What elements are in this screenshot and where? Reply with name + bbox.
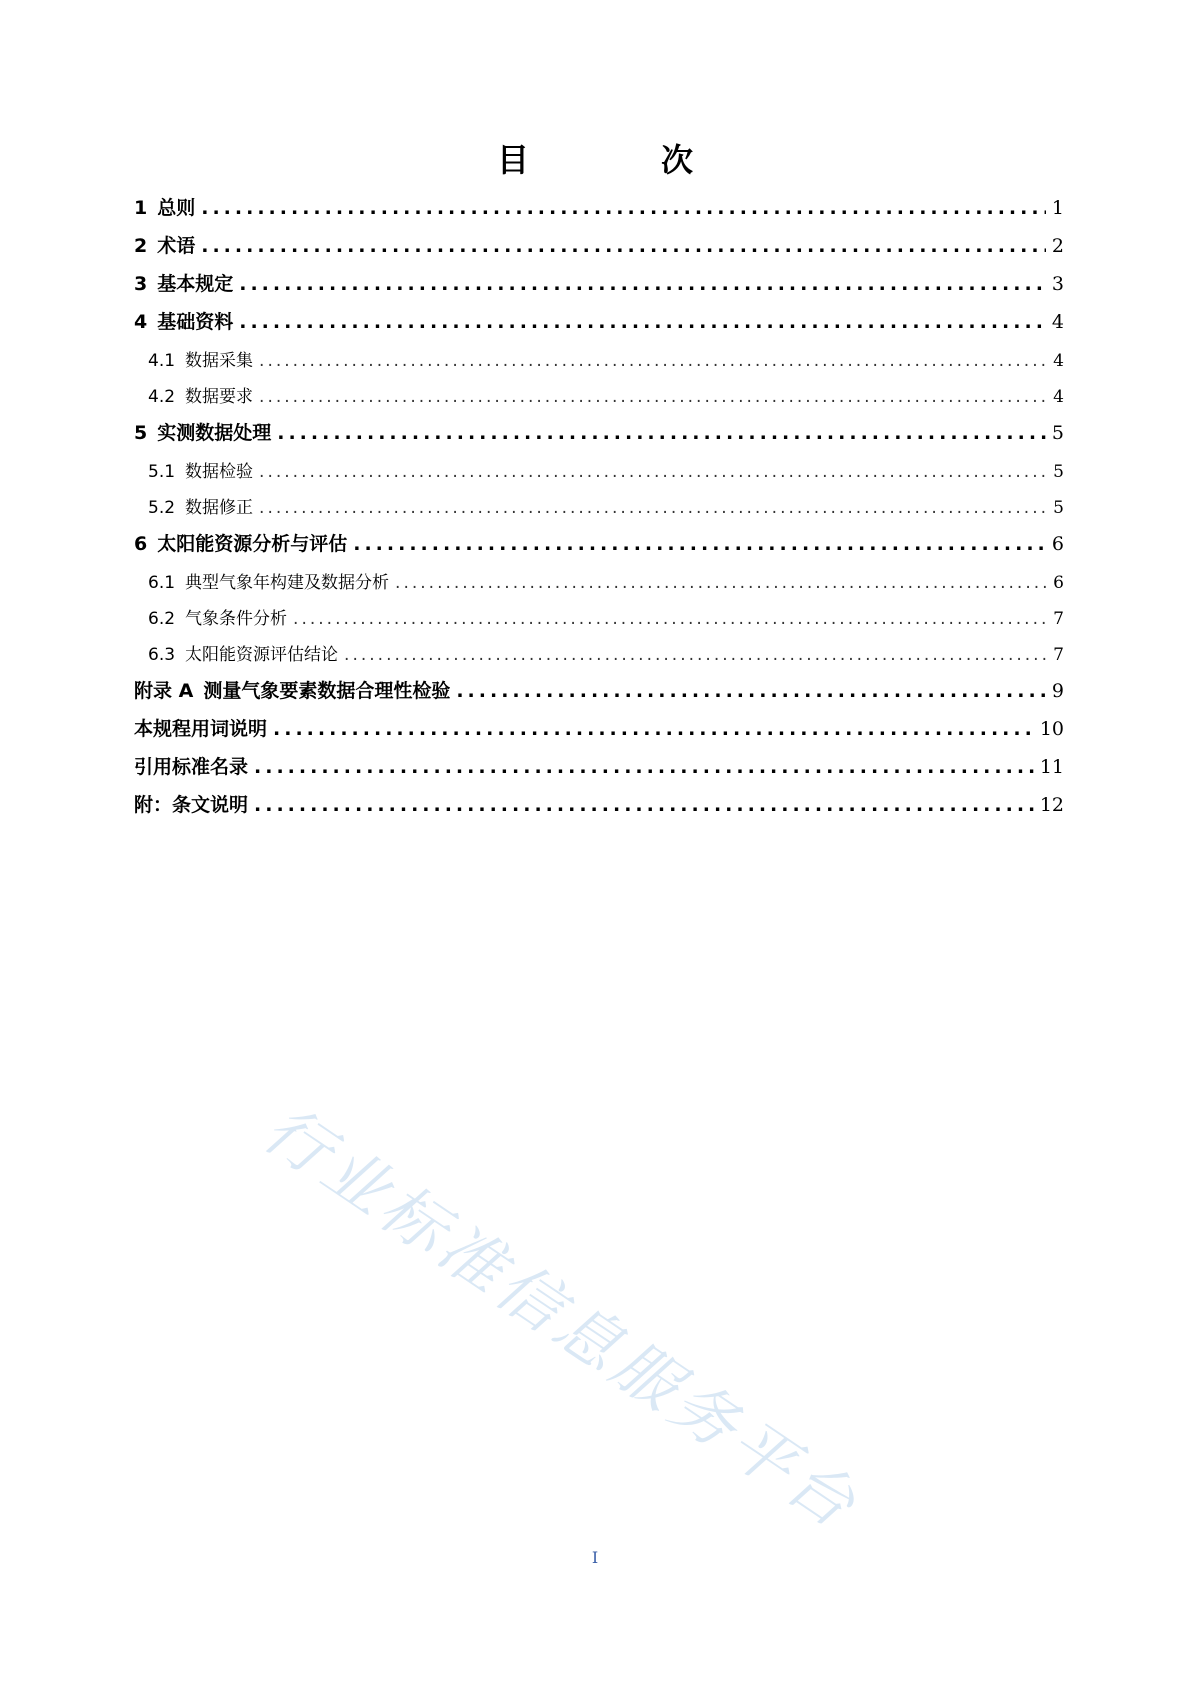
toc-entry-number: 5.2 — [148, 498, 176, 518]
toc-entry[interactable] — [134, 676, 1064, 703]
toc-entry-label: 附：条文说明 — [134, 794, 249, 816]
toc-subentry[interactable] — [148, 382, 1064, 407]
toc-entry[interactable] — [134, 269, 1064, 296]
toc-entry-number: 2 — [134, 235, 148, 257]
toc-entry-label: 测量气象要素数据合理性检验 — [203, 680, 451, 702]
dot-leader — [259, 462, 1046, 482]
toc-entry-number: 4 — [134, 311, 148, 333]
dot-leader — [254, 756, 1034, 778]
toc-entry-page: 11 — [1039, 756, 1064, 778]
toc-entry-number: 5 — [134, 422, 148, 444]
toc-entry-page: 12 — [1039, 794, 1064, 816]
toc-entry-number: 附录 A — [134, 680, 194, 702]
toc-entry-label: 气象条件分析 — [185, 609, 288, 629]
dot-leader — [277, 422, 1046, 444]
toc-entry-label: 太阳能资源分析与评估 — [157, 533, 348, 555]
page-number: I — [591, 1548, 599, 1567]
toc-entry-number: 6 — [134, 533, 148, 555]
toc-entry-label: 术语 — [157, 235, 196, 257]
toc-entry-page: 10 — [1039, 718, 1064, 740]
toc-subentry[interactable] — [148, 604, 1064, 629]
toc-entry[interactable] — [134, 790, 1064, 817]
toc-entry-page: 7 — [1053, 645, 1064, 665]
toc-entry-number: 3 — [134, 273, 148, 295]
dot-leader — [259, 498, 1046, 518]
toc-entry-label: 引用标准名录 — [134, 756, 249, 778]
toc-entry[interactable] — [134, 529, 1064, 556]
page-title: 目 次 — [496, 141, 743, 179]
toc-entry-label: 实测数据处理 — [157, 422, 272, 444]
toc-entry-page: 5 — [1053, 462, 1064, 482]
dot-leader — [254, 794, 1034, 816]
toc-entry-number: 5.1 — [148, 462, 176, 482]
dot-leader — [395, 573, 1046, 593]
toc-entry-label: 数据检验 — [185, 462, 254, 482]
toc-entry-page: 5 — [1051, 422, 1064, 444]
toc-entry[interactable] — [134, 231, 1064, 258]
toc-entry-label: 数据采集 — [185, 351, 254, 371]
toc-entry-label: 基本规定 — [157, 273, 234, 295]
toc-entry-page: 7 — [1053, 609, 1064, 629]
dot-leader — [201, 235, 1046, 257]
toc-subentry[interactable] — [148, 493, 1064, 518]
toc-subentry[interactable] — [148, 457, 1064, 482]
toc-entry-label: 基础资料 — [157, 311, 234, 333]
toc-subentry[interactable] — [148, 568, 1064, 593]
toc-entry-label: 数据修正 — [185, 498, 254, 518]
toc-entry-label: 本规程用词说明 — [134, 718, 268, 740]
toc-subentry[interactable] — [148, 346, 1064, 371]
toc-entry-page: 1 — [1051, 197, 1064, 219]
toc-entry-label: 数据要求 — [185, 387, 254, 407]
toc-entry[interactable] — [134, 193, 1064, 220]
toc-entry[interactable] — [134, 418, 1064, 445]
toc-entry-page: 6 — [1051, 533, 1064, 555]
toc-entry-page: 2 — [1051, 235, 1064, 257]
dot-leader — [353, 533, 1046, 555]
dot-leader — [273, 718, 1034, 740]
toc-entry-number: 6.2 — [148, 609, 176, 629]
dot-leader — [259, 387, 1046, 407]
toc-entry-label: 总则 — [157, 197, 196, 219]
toc-entry-number: 6.1 — [148, 573, 176, 593]
toc-entry-page: 9 — [1051, 680, 1064, 702]
toc-entry-number: 6.3 — [148, 645, 176, 665]
dot-leader — [259, 351, 1046, 371]
toc-entry[interactable] — [134, 752, 1064, 779]
dot-leader — [344, 645, 1046, 665]
toc-entry-page: 4 — [1053, 351, 1064, 371]
watermark: 行业标准信息服务平台 — [250, 1092, 872, 1546]
toc-entry-label: 典型气象年构建及数据分析 — [185, 573, 390, 593]
toc-entry-page: 3 — [1051, 273, 1064, 295]
toc-entry-page: 5 — [1053, 498, 1064, 518]
toc-entry-number: 4.1 — [148, 351, 176, 371]
toc-entry[interactable] — [134, 307, 1064, 334]
dot-leader — [201, 197, 1046, 219]
toc-entry[interactable] — [134, 714, 1064, 741]
toc-entry-page: 4 — [1051, 311, 1064, 333]
dot-leader — [456, 680, 1046, 702]
toc-entry-label: 太阳能资源评估结论 — [185, 645, 339, 665]
toc-entry-number: 1 — [134, 197, 148, 219]
toc-entry-number: 4.2 — [148, 387, 176, 407]
toc-entry-page: 6 — [1053, 573, 1064, 593]
toc-entry-page: 4 — [1053, 387, 1064, 407]
dot-leader — [239, 311, 1046, 333]
dot-leader — [239, 273, 1046, 295]
toc-subentry[interactable] — [148, 640, 1064, 665]
dot-leader — [293, 609, 1046, 629]
